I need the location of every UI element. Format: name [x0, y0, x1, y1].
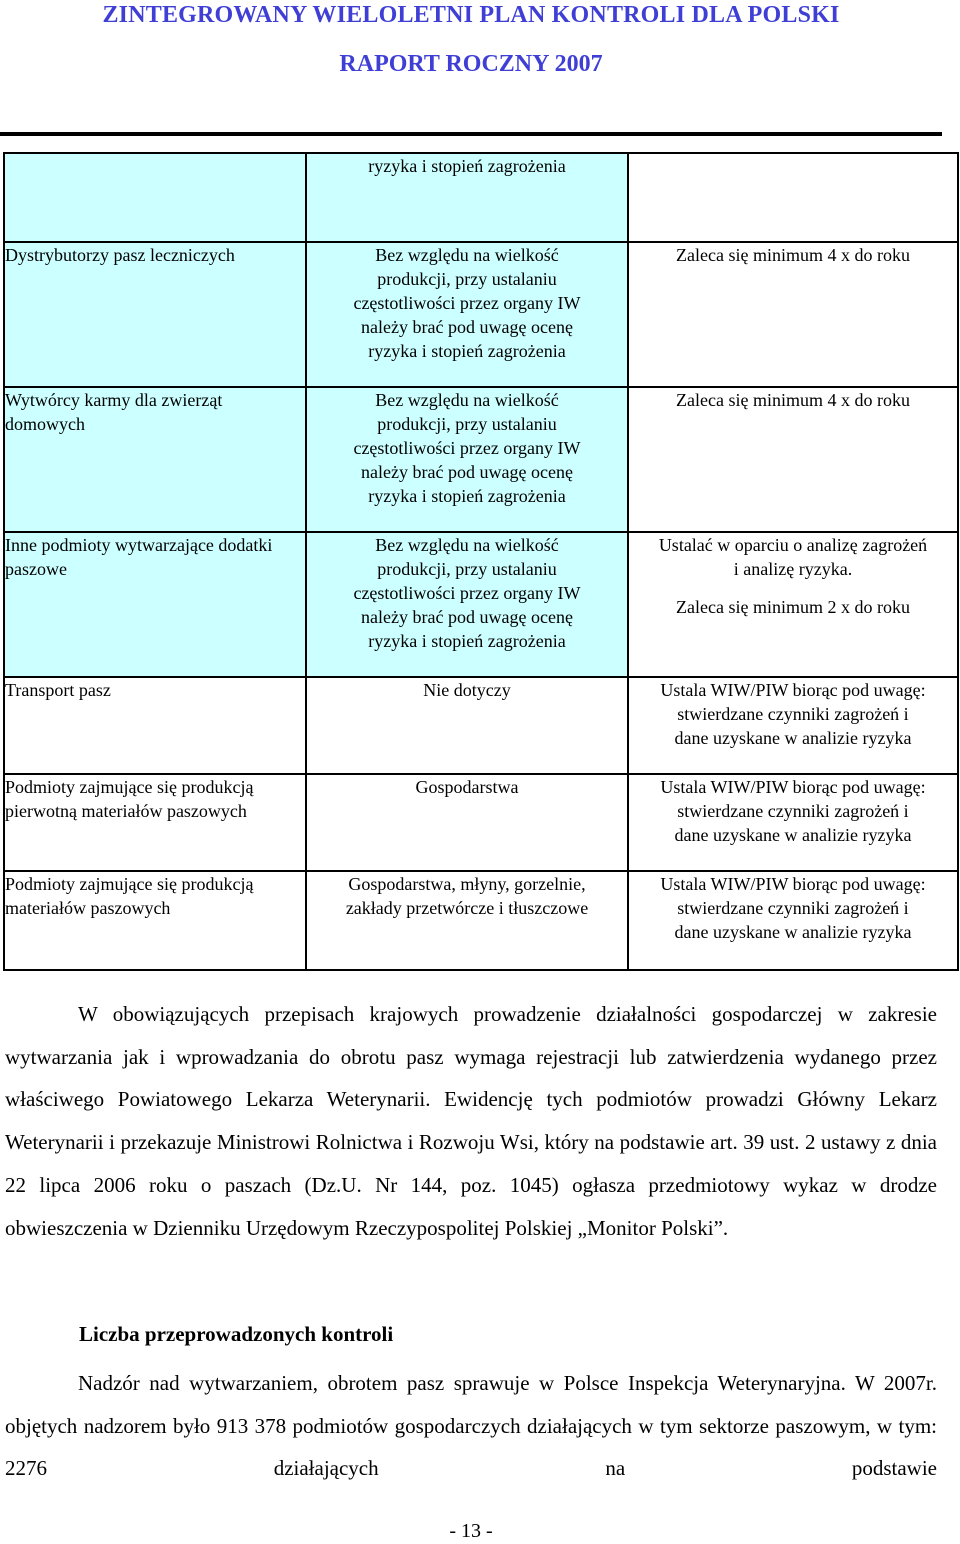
control-frequency-table	[3, 152, 959, 971]
document-header-subtitle: RAPORT ROCZNY 2007	[339, 51, 603, 77]
cell-line: zakłady przetwórcze i tłuszczowe	[345, 898, 589, 918]
cell-line: częstotliwości przez organy IW	[353, 583, 581, 603]
section-heading: Liczba przeprowadzonych kontroli	[79, 1322, 394, 1346]
table-row	[4, 387, 958, 532]
cell-line: ryzyka i stopień zagrożenia	[368, 486, 566, 506]
cell-line: częstotliwości przez organy IW	[353, 438, 581, 458]
cell-line: Nie dotyczy	[423, 680, 511, 700]
cell-entity-type: Podmioty zajmujące się produkcją pierwotną materiałów paszowych	[4, 774, 306, 871]
cell-entity-type: Wytwórcy karmy dla zwierząt domowych	[4, 387, 306, 532]
paragraph-supervision: Nadzór nad wytwarzaniem, obrotem pasz sprawuje w Polsce Inspekcja Weterynaryjna. W 2007r. objętych nadzorem było 913 378 podmiotów gospodarczych działających w tym sektorze paszowym, w tym: 2276 działających na podstawie	[5, 1371, 937, 1481]
cell-frequency	[628, 774, 958, 871]
cell-line: Ustala WIW/PIW biorąc pod uwagę:	[660, 777, 926, 797]
cell-frequency	[628, 387, 958, 532]
table-row	[4, 677, 958, 774]
table-row	[4, 242, 958, 387]
document-header-title: ZINTEGROWANY WIELOLETNI PLAN KONTROLI DLA POLSKI	[102, 2, 840, 28]
cell-line: Ustala WIW/PIW biorąc pod uwagę:	[660, 680, 926, 700]
cell-line: stwierdzane czynniki zagrożeń i	[677, 898, 909, 918]
cell-line: Zaleca się minimum 4 x do roku	[676, 390, 910, 410]
cell-line: stwierdzane czynniki zagrożeń i	[677, 801, 909, 821]
header-rule	[0, 132, 942, 136]
table-row	[4, 871, 958, 970]
cell-line: Ustalać w oparciu o analizę zagrożeń	[658, 535, 928, 555]
cell-scope	[306, 242, 628, 387]
cell-line: dane uzyskane w analizie ryzyka	[674, 825, 912, 845]
cell-entity-type: Inne podmioty wytwarzające dodatki paszowe	[4, 532, 306, 677]
cell-scope	[306, 774, 628, 871]
cell-entity-type	[4, 153, 306, 242]
cell-line: produkcji, przy ustalaniu	[377, 414, 557, 434]
cell-scope	[306, 387, 628, 532]
cell-line: Bez względu na wielkość	[375, 245, 559, 265]
cell-line: produkcji, przy ustalaniu	[377, 269, 557, 289]
cell-line: ryzyka i stopień zagrożenia	[368, 156, 566, 176]
cell-line: należy brać pod uwagę ocenę	[361, 462, 573, 482]
cell-line: i analizę ryzyka.	[733, 559, 853, 579]
cell-frequency	[628, 242, 958, 387]
paragraph-registration: W obowiązujących przepisach krajowych prowadzenie działalności gospodarczej w zakresie wytwarzania jak i wprowadzania do obrotu pasz wymaga rejestracji lub zatwierdzenia wydanego przez właściwego Powiatowego Lekarza Weterynarii. Ewidencję tych podmiotów prowadzi Główny Lekarz Weterynarii i przekazuje Ministrowi Rolnictwa i Rozwoju Wsi, który na podstawie art. 39 ust. 2 ustawy z dnia 22 lipca 2006 roku o paszach (Dz.U. Nr 144, poz. 1045) ogłasza przedmiotowy wykaz w drodze obwieszczenia w Dzienniku Urzędowym Rzeczypospolitej Polskiej „Monitor Polski”.	[5, 1002, 937, 1240]
cell-entity-type: Transport pasz	[4, 677, 306, 774]
cell-line: Bez względu na wielkość	[375, 535, 559, 555]
cell-scope	[306, 871, 628, 970]
cell-line: należy brać pod uwagę ocenę	[361, 317, 573, 337]
table-row	[4, 774, 958, 871]
cell-line: częstotliwości przez organy IW	[353, 293, 581, 313]
cell-line: Bez względu na wielkość	[375, 390, 559, 410]
cell-entity-type: Podmioty zajmujące się produkcją materiałów paszowych	[4, 871, 306, 970]
cell-scope	[306, 677, 628, 774]
cell-line: należy brać pod uwagę ocenę	[361, 607, 573, 627]
cell-line: Gospodarstwa, młyny, gorzelnie,	[348, 874, 586, 894]
table-row	[4, 153, 958, 242]
cell-line: ryzyka i stopień zagrożenia	[368, 341, 566, 361]
cell-line: dane uzyskane w analizie ryzyka	[674, 728, 912, 748]
cell-frequency	[628, 532, 958, 677]
table-row	[4, 532, 958, 677]
cell-line: Zaleca się minimum 4 x do roku	[676, 245, 910, 265]
cell-frequency	[628, 677, 958, 774]
cell-entity-type: Dystrybutorzy pasz leczniczych	[4, 242, 306, 387]
cell-line: Ustala WIW/PIW biorąc pod uwagę:	[660, 874, 926, 894]
cell-line: Zaleca się minimum 2 x do roku	[676, 597, 910, 617]
cell-frequency	[628, 153, 958, 242]
cell-line: ryzyka i stopień zagrożenia	[368, 631, 566, 651]
cell-scope	[306, 532, 628, 677]
cell-line: stwierdzane czynniki zagrożeń i	[677, 704, 909, 724]
cell-line: produkcji, przy ustalaniu	[377, 559, 557, 579]
cell-frequency	[628, 871, 958, 970]
cell-line: dane uzyskane w analizie ryzyka	[674, 922, 912, 942]
cell-line: Gospodarstwa	[415, 777, 519, 797]
page-number: - 13 -	[449, 1520, 493, 1542]
cell-scope	[306, 153, 628, 242]
